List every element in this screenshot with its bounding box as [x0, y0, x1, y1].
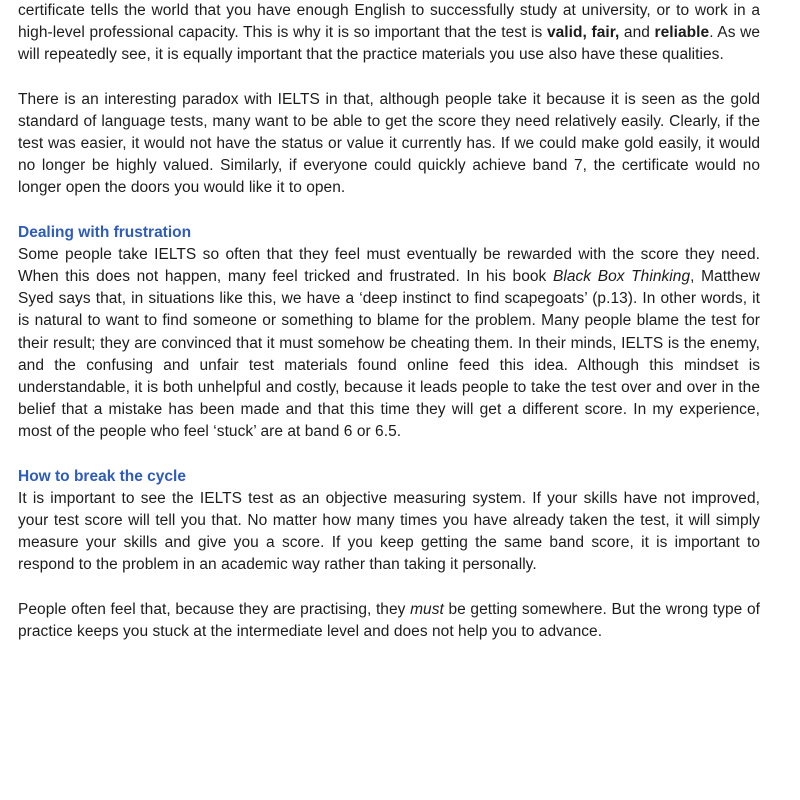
paragraph-text: certificate tells the world that you have enough English to successfully study at university, or to work in a high-level professional capacity. This is why it is so important that the test is: [18, 2, 760, 42]
bold-text-reliable: reliable: [654, 24, 710, 42]
paragraph-practising: [18, 599, 760, 643]
paragraph-paradox: There is an interesting paradox with IELTS in that, although people take it because it is seen as the gold standard of language tests, many want to be able to get the score they need relatively easily. Clearly, if the test was easier, it would not have the status or value it currently has. If we could make gold easily, it would no longer be highly valued. Similarly, if everyone could quickly achieve band 7, the certificate would no longer open the doors you would like it to open.: [18, 90, 760, 197]
heading-dealing-with-frustration: Dealing with frustration: [18, 223, 192, 241]
paragraph-frustration: [18, 244, 760, 444]
paragraph-certificate: [18, 0, 760, 67]
italic-must: must: [410, 600, 444, 618]
book-title: Black Box Thinking: [552, 268, 691, 286]
bold-text-valid-fair: valid, fair,: [546, 24, 620, 42]
paragraph-objective-measuring: It is important to see the IELTS test as an objective measuring system. If your skills have not improved, your test score will tell you that. No matter how many times you have already taken the test, it will simply measure your skills and give you a score. If you keep getting the same band score, it is important to respond to the problem in an academic way rather than taking it personally.: [18, 489, 760, 574]
paragraph-text: Some people take IELTS so often that they feel must eventually be rewarded with the score they need. When this does not happen, many feel tricked and frustrated. In his book: [18, 245, 760, 286]
paragraph-text: , Matthew Syed says that, in situations like this, we have a ‘deep instinct to find scapegoats’ (p.13). In other words, it is natural to want to find someone or something to blame for the problem. Many people blame the test for their result; they are convinced that it must somehow be cheating them. In their minds, IELTS is the enemy, and the confusing and unfair test materials found online feed this idea. Although this mindset is understandable, it is both unhelpful and costly, because it leads people to take the test over and over in the belief that a mistake has been made and that this time they will get a different score. In my experience, most of the people who feel ‘stuck’ are at band 6 or 6.5.: [18, 268, 760, 441]
paragraph-text: . As we will repeatedly see, it is equally important that the practice materials you use also have these qualities.: [18, 24, 760, 64]
paragraph-text: be getting somewhere. But the wrong type of practice keeps you stuck at the intermediate level and does not help you to advance.: [18, 600, 760, 640]
heading-how-to-break-the-cycle: How to break the cycle: [18, 467, 186, 485]
document-body: [18, 0, 760, 643]
paragraph-text: People often feel that, because they are practising, they: [18, 600, 411, 618]
paragraph-text: and: [619, 24, 655, 42]
